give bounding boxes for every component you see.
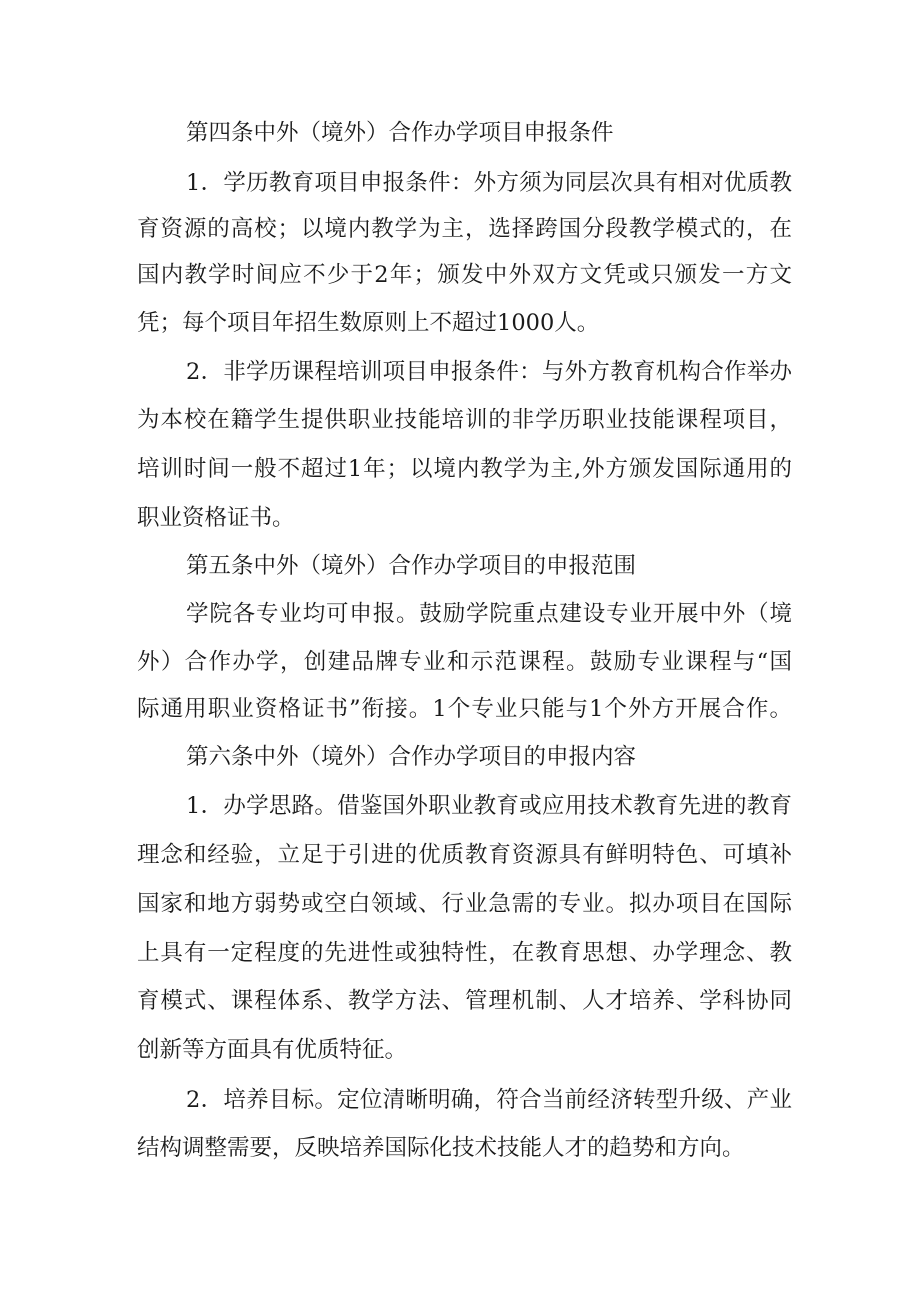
article4-item2-line2: 为本校在籍学生提供职业技能培训的非学历职业技能课程项目， (137, 407, 792, 433)
article6-item1-line5: 育模式、课程体系、教学方法、管理机制、人才培养、学科协同 (137, 988, 792, 1014)
article6-item1-line3: 国家和地方弱势或空白领域、行业急需的专业。拟办项目在国际 (137, 891, 792, 917)
article5-body-line3: 际通用职业资格证书”衔接。1个专业只能与1个外方开展合作。 (137, 696, 792, 722)
article4-item1-line2: 育资源的高校；以境内教学为主，选择跨国分段教学模式的，在 (137, 216, 792, 242)
article6-item2-line2: 结构调整需要，反映培养国际化技术技能人才的趋势和方向。 (137, 1135, 745, 1161)
article4-item2-line3: 培训时间一般不超过1年；以境内教学为主,外方颁发国际通用的 (137, 456, 792, 482)
article4-item1-line3: 国内教学时间应不少于2年；颁发中外双方文凭或只颁发一方文 (137, 262, 792, 288)
article5-heading: 第五条中外（境外）合作办学项目的申报范围 (186, 553, 637, 579)
article6-item2-line1: 2．培养目标。定位清晰明确，符合当前经济转型升级、产业 (186, 1087, 792, 1113)
article6-item1-line1: 1．办学思路。借鉴国外职业教育或应用技术教育先进的教育 (186, 793, 792, 819)
article6-heading: 第六条中外（境外）合作办学项目的申报内容 (186, 744, 637, 770)
article4-item1-line1: 1．学历教育项目申报条件：外方须为同层次具有相对优质教 (186, 170, 792, 196)
article4-item1-line4: 凭；每个项目年招生数原则上不超过1000人。 (137, 310, 600, 336)
article4-item2-line1: 2．非学历课程培训项目申报条件：与外方教育机构合作举办 (186, 359, 792, 385)
article6-item1-line2: 理念和经验，立足于引进的优质教育资源具有鲜明特色、可填补 (137, 842, 792, 868)
article6-item1-line4: 上具有一定程度的先进性或独特性，在教育思想、办学理念、教 (137, 940, 792, 966)
article5-body-line2: 外）合作办学，创建品牌专业和示范课程。鼓励专业课程与“国 (137, 649, 792, 675)
article6-item1-line6: 创新等方面具有优质特征。 (137, 1037, 408, 1063)
article4-item2-line4: 职业资格证书。 (137, 505, 295, 531)
article5-body-line1: 学院各专业均可申报。鼓励学院重点建设专业开展中外（境 (186, 601, 792, 627)
article4-heading: 第四条中外（境外）合作办学项目申报条件 (186, 120, 614, 146)
